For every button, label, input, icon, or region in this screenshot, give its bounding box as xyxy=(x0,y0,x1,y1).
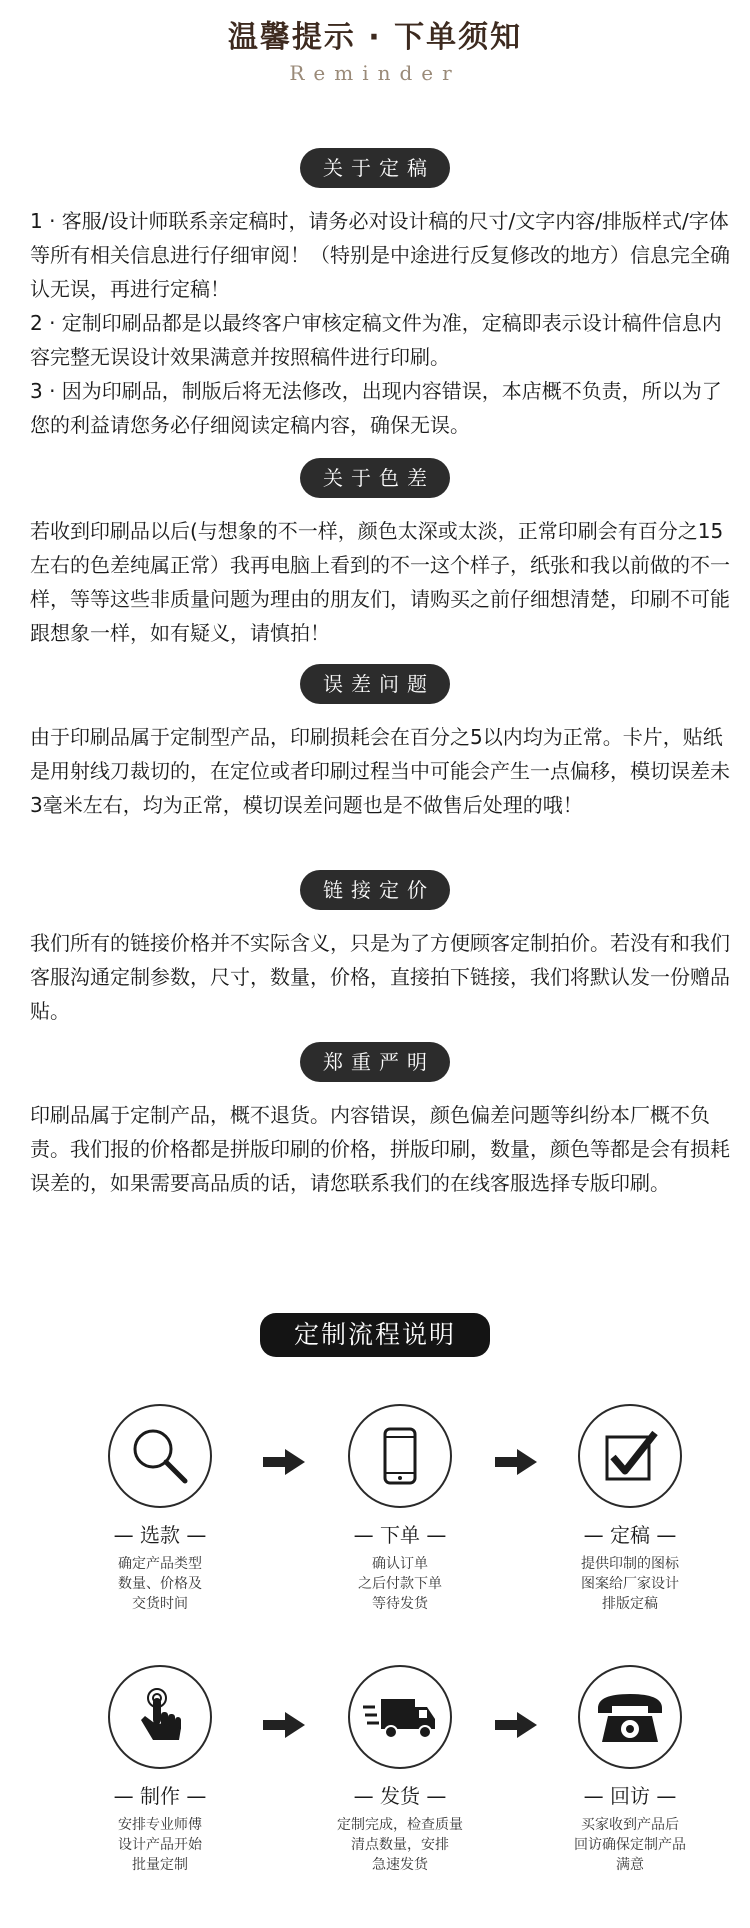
step-description: 安排专业师傅 设计产品开始 批量定制 xyxy=(118,1817,202,1873)
section-body-link-pricing xyxy=(30,926,730,1028)
page-subtitle: Reminder xyxy=(289,61,461,85)
step-label: — 下单 — xyxy=(353,1523,447,1547)
paragraph: 若收到印刷品以后(与想象的不一样，颜色太深或太淡，正常印刷会有百分之15左右的色差纯属正常）我再电脑上看到的不一这个样子，纸张和我以前做的不一样，等等这些非质量问题为理由的朋友们，请购买之前仔细想清楚，印刷不可能跟想象一样，如有疑义，请慎拍！ xyxy=(30,519,730,645)
paragraph: 3 · 因为印刷品，制版后将无法修改，出现内容错误，本店概不负责，所以为了您的利益请您务必仔细阅读定稿内容，确保无误。 xyxy=(30,379,722,437)
step-icon-circle xyxy=(578,1404,682,1508)
section-heading-finalize: 关于定稿 xyxy=(300,148,450,188)
flow-title: 定制流程说明 xyxy=(260,1313,490,1357)
delivery-truck-icon xyxy=(361,1687,439,1747)
section-body-finalize xyxy=(30,204,730,442)
section-heading-color-difference: 关于色差 xyxy=(300,458,450,498)
step-description: 确认订单 之后付款下单 等待发货 xyxy=(358,1556,442,1612)
paragraph: 由于印刷品属于定制型产品，印刷损耗会在百分之5以内均为正常。卡片，贴纸是用射线刀裁切的，在定位或者印刷过程当中可能会产生一点偏移，模切误差未3毫米左右，均为正常，模切误差问题也是不做售后处理的哦！ xyxy=(30,725,730,817)
step-icon-circle xyxy=(578,1665,682,1769)
flow-step-finalize xyxy=(530,1404,730,1614)
section-body-error-issues xyxy=(30,720,730,822)
hand-pointer-icon xyxy=(125,1682,195,1752)
section-body-declaration xyxy=(30,1098,730,1200)
paragraph: 我们所有的链接价格并不实际含义，只是为了方便顾客定制拍价。若没有和我们客服沟通定制参数，尺寸，数量，价格，直接拍下链接，我们将默认发一份赠品贴。 xyxy=(30,931,730,1023)
flow-step-produce xyxy=(60,1665,260,1875)
flow-step-ship xyxy=(300,1665,500,1875)
section-heading-declaration: 郑重严明 xyxy=(300,1042,450,1082)
step-label: — 发货 — xyxy=(353,1784,447,1808)
step-label: — 定稿 — xyxy=(583,1523,677,1547)
smartphone-icon xyxy=(365,1421,435,1491)
arrow-right-icon xyxy=(263,1449,305,1475)
step-icon-circle xyxy=(108,1404,212,1508)
step-description: 提供印制的图标 图案给厂家设计 排版定稿 xyxy=(581,1556,679,1612)
flow-step-select xyxy=(60,1404,260,1614)
magnifier-icon xyxy=(125,1421,195,1491)
section-heading-error-issues: 误差问题 xyxy=(300,664,450,704)
page-title: 温馨提示 · 下单须知 xyxy=(227,20,523,55)
section-heading-link-pricing: 链接定价 xyxy=(300,870,450,910)
step-description: 买家收到产品后 回访确保定制产品 满意 xyxy=(574,1817,686,1873)
step-description: 定制完成，检查质量 清点数量，安排 急速发货 xyxy=(337,1817,463,1873)
paragraph: 1 · 客服/设计师联系亲定稿时，请务必对设计稿的尺寸/文字内容/排版样式/字体等所有相关信息进行仔细审阅！（特别是中途进行反复修改的地方）信息完全确认无误，再进行定稿！ xyxy=(30,209,730,301)
flow-step-follow-up xyxy=(530,1665,730,1875)
step-icon-circle xyxy=(108,1665,212,1769)
step-description: 确定产品类型 数量、价格及 交货时间 xyxy=(118,1556,202,1612)
step-icon-circle xyxy=(348,1404,452,1508)
step-label: — 回访 — xyxy=(583,1784,677,1808)
step-label: — 制作 — xyxy=(113,1784,207,1808)
arrow-right-icon xyxy=(263,1712,305,1738)
page-header xyxy=(0,18,750,86)
telephone-icon xyxy=(592,1686,668,1748)
paragraph: 印刷品属于定制产品，概不退货。内容错误，颜色偏差问题等纠纷本厂概不负责。我们报的价格都是拼版印刷的价格，拼版印刷，数量，颜色等都是会有损耗误差的，如果需要高品质的话，请您联系我们的在线客服选择专版印刷。 xyxy=(30,1103,730,1195)
paragraph: 2 · 定制印刷品都是以最终客户审核定稿文件为准，定稿即表示设计稿件信息内容完整无误设计效果满意并按照稿件进行印刷。 xyxy=(30,311,722,369)
section-body-color-difference xyxy=(30,514,730,650)
step-icon-circle xyxy=(348,1665,452,1769)
checkmark-box-icon xyxy=(595,1421,665,1491)
flow-step-order xyxy=(300,1404,500,1614)
step-label: — 选款 — xyxy=(113,1523,207,1547)
